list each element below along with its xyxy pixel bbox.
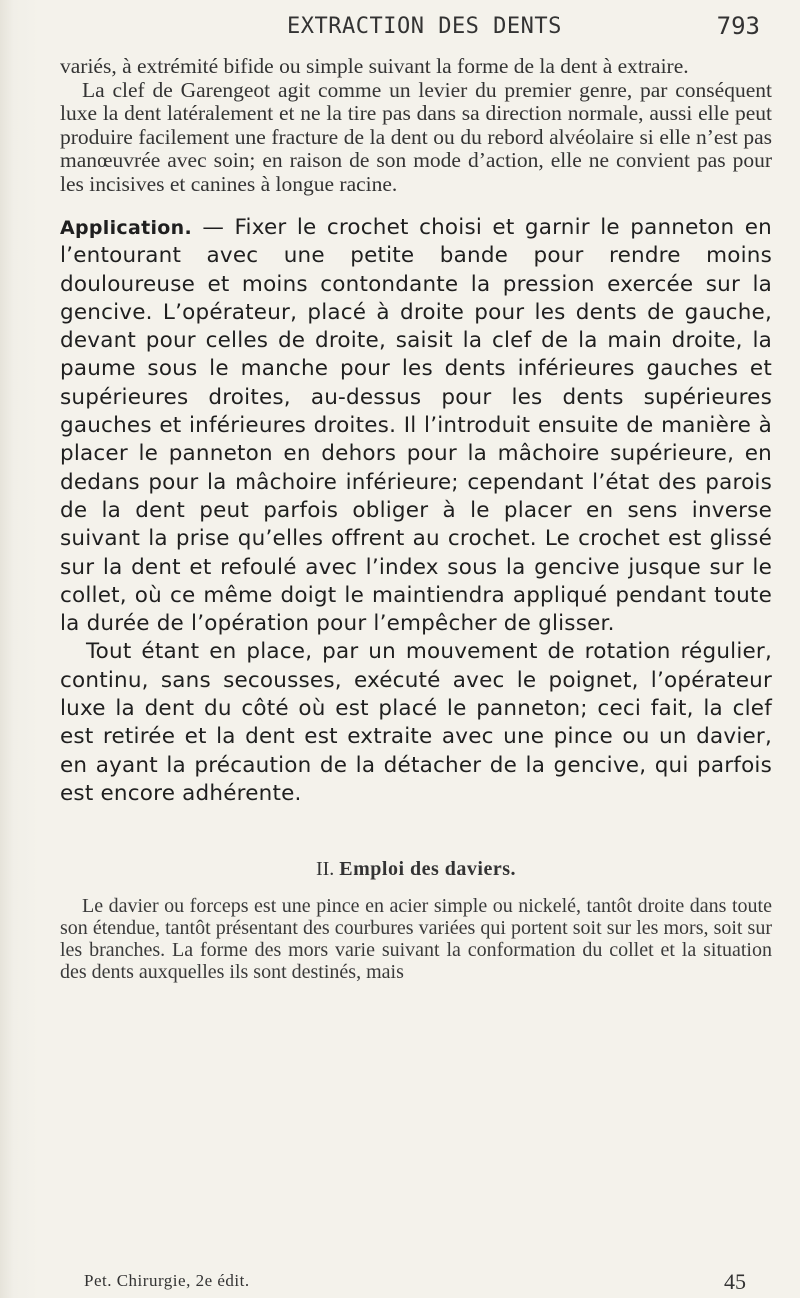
signature-line: Pet. Chirurgie, 2e édit. — [84, 1271, 250, 1290]
paragraph-intro-continuation: variés, à extrémité bifide ou simple suivant la forme de la dent à extraire. — [60, 54, 689, 78]
application-text: — Fixer le crochet choisi et garnir le panneton en l’entourant avec une petite bande pour rendre moins douloureuse et moins contondante la pression exercée sur la gencive. L’opérateur, placé à droite pour les dents de gauche, devant pour celles de droite, saisit la clef de la main droite, la paume sous le manche pour les dents inférieures gauches et supérieures droites, au-dessus pour les dents supérieures gauches et inférieures droites. Il l’introduit ensuite de manière à placer le panneton en dehors pour la mâchoire supérieure, en dedans pour la mâchoire inférieure; cependant l’état des parois de la dent peut parfois obliger à le placer en sens inverse suivant la prise qu’elles offrent au crochet. Le crochet est glissé sur la dent et refoulé avec l’index sous la gencive jusque sur le collet, où ce même doigt le maintiendra appliqué pendant toute la durée de l’opération pour l’empêcher de glisser. — [60, 215, 772, 637]
page-number: 793 — [716, 12, 760, 40]
application-lead: Application. — [60, 217, 193, 239]
paragraph-davier: Le davier ou forceps est une pince en acier simple ou nickelé, tantôt droite dans toute son étendue, tantôt présentant des courbures variées qui portent soit sur les mors, soit sur les branches. La forme des mors varie suivant la conformation du collet et la situation des dents auxquelles ils sont destinés, mais — [60, 895, 772, 984]
section-number: II. — [315, 858, 335, 881]
body-text — [60, 55, 772, 983]
signature-number: 45 — [724, 1269, 746, 1294]
page-footer — [84, 1271, 774, 1295]
running-title: EXTRACTION DES DENTS — [287, 14, 562, 39]
paragraph-garengeot: La clef de Garengeot agit comme un levier du premier genre, par conséquent luxe la dent latéralement et ne la tire pas dans sa direction normale, aussi elle peut produire facilement une fracture de la dent ou du rebord alvéolaire si elle n’est pas manœuvrée avec soin; en raison de son mode d’action, elle ne convient pas pour les incisives et canines à longue racine. — [60, 77, 772, 196]
section-heading — [60, 858, 772, 881]
paragraph-rotation: Tout étant en place, par un mouvement de rotation régulier, continu, sans secousses, exécuté avec le poignet, l’opérateur luxe la dent du côté où est placé le panneton; ceci fait, la clef est retirée et la dent est extraite avec une pince ou un davier, en ayant la précaution de la détacher de la gencive, qui parfois est encore adhérente. — [60, 639, 772, 806]
paragraph-application — [60, 214, 772, 638]
page-header — [0, 8, 800, 48]
section-title: Emploi des daviers. — [339, 858, 517, 881]
